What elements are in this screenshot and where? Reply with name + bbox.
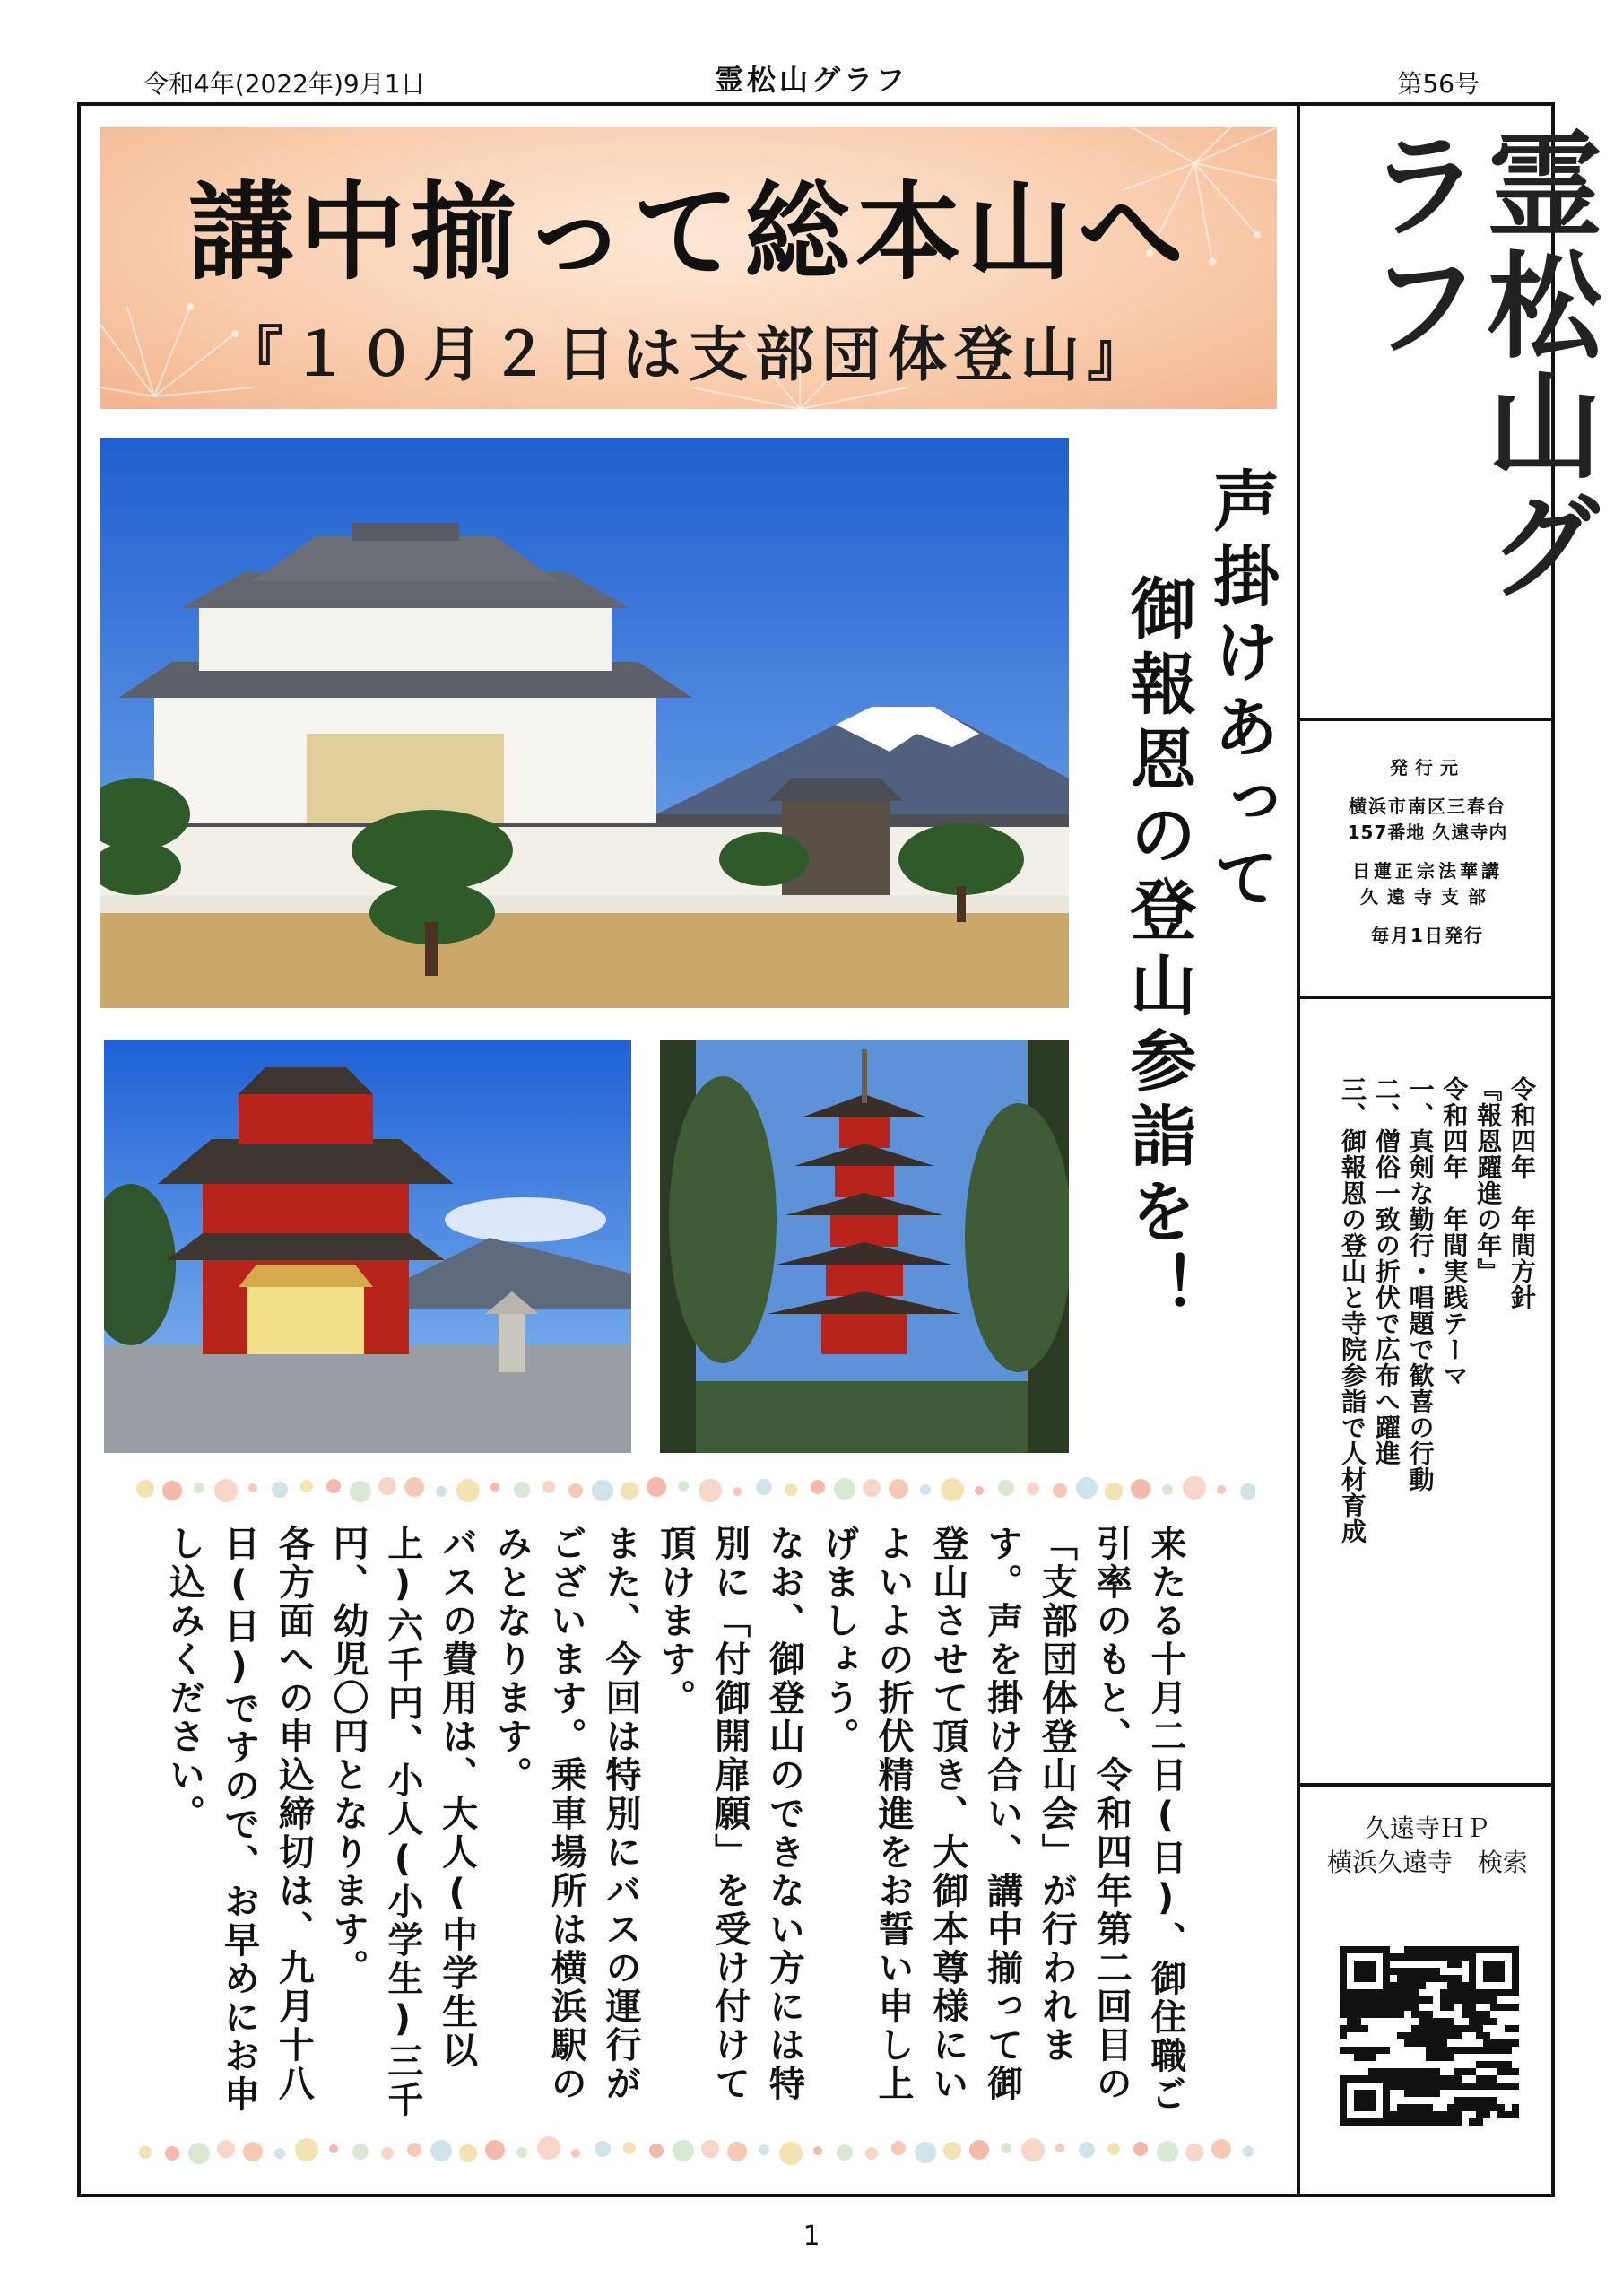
polka-dot [1162, 1484, 1173, 1495]
article-body [135, 1525, 1193, 2126]
polka-dot [756, 1479, 772, 1495]
polka-dot [329, 2144, 338, 2153]
polka-dot [407, 2143, 421, 2157]
polka-dot [943, 2142, 961, 2160]
policy-line: 一、真剣な勤行・唱題で歓喜の行動 [1405, 1076, 1436, 1492]
polka-dot [436, 1486, 447, 1497]
main-headline: 講中揃って総本山へ [187, 170, 1189, 294]
red-gate-photo [104, 1040, 631, 1453]
temple-fuji-photo [100, 438, 1069, 1008]
polka-dot [678, 1481, 689, 1492]
publisher-org-2: 久遠寺支部 [1360, 886, 1495, 908]
polka-dot [779, 2142, 803, 2165]
publisher-info [1300, 755, 1555, 949]
publisher-org-1: 日蓮正宗法華講 [1352, 860, 1503, 882]
polka-dot [1076, 1477, 1098, 1499]
homepage-search[interactable]: 横浜久遠寺 検索 [1326, 1847, 1528, 1877]
polka-dot [542, 1481, 555, 1493]
publisher-address-2: 157番地 久遠寺内 [1347, 822, 1508, 843]
newsletter-title-top: 霊松山グラフ [714, 63, 908, 97]
issue-number: 第56号 [1397, 69, 1480, 99]
polka-dot [699, 1479, 722, 1502]
polka-dot [1053, 1483, 1067, 1498]
issue-date: 令和4年(2022年)9月1日 [143, 69, 426, 99]
polka-dot [1055, 2144, 1064, 2152]
polka-dot [326, 1479, 341, 1493]
polka-dot [969, 2140, 989, 2160]
polka-dot [404, 1477, 424, 1497]
polka-dot [1217, 1485, 1226, 1494]
polka-dot [136, 1480, 154, 1498]
polka-dot [1211, 2139, 1231, 2159]
polka-dot [920, 1484, 931, 1495]
article-paragraph: なお、御登山のできない方には特別に「付御開扉願」を受け付けて頂けます。 [654, 1525, 805, 2103]
polka-dot [214, 1479, 238, 1502]
vertical-headline [1076, 466, 1282, 1453]
headline-banner [100, 127, 1277, 409]
polka-dot [1157, 2141, 1178, 2162]
polka-dot [139, 2146, 152, 2159]
polka-dot [456, 1479, 480, 1502]
polka-dot [811, 1480, 825, 1494]
polka-dot [623, 2142, 636, 2154]
polka-dot [813, 2146, 822, 2155]
sub-headline: 『１０月２日は支部団体登山』 [224, 319, 1153, 389]
article-paragraph: また、今回は特別にバスの運行がございます。乗車場所は横浜駅のみとなります。 [490, 1525, 642, 2103]
homepage-info [1300, 1812, 1555, 1880]
polka-dot [1107, 2143, 1120, 2155]
polka-dot [701, 2140, 719, 2158]
polka-dot [568, 1483, 583, 1498]
sidebar-divider-3 [1297, 1783, 1555, 1787]
publisher-heading: 発行元 [1390, 757, 1465, 778]
polka-dot [733, 1487, 742, 1496]
polka-dot [485, 2140, 505, 2160]
polka-dot [381, 2147, 394, 2160]
polka-dot [194, 1483, 204, 1493]
polka-dot [490, 1483, 499, 1492]
polka-dot [915, 2142, 936, 2163]
yearly-policy [1324, 1076, 1539, 1758]
polka-dot [975, 1486, 984, 1495]
polka-dot [1240, 1483, 1255, 1500]
polka-dot [889, 1479, 908, 1499]
vertical-headline-line2: 御報恩の登山参詣を！ [1119, 574, 1197, 1327]
polka-dot [378, 1477, 396, 1495]
polka-dot [621, 1482, 638, 1500]
pagoda-photo [660, 1040, 1069, 1453]
polka-dot [272, 1482, 288, 1498]
polka-dot [727, 2142, 747, 2161]
polka-dot [863, 1479, 881, 1497]
polka-dot [1001, 2143, 1011, 2153]
polka-dot [248, 1483, 257, 1492]
polka-dot [1185, 2144, 1203, 2161]
page-number: 1 [803, 2221, 820, 2252]
polka-dot [647, 1477, 666, 1497]
polka-dot [649, 2144, 664, 2158]
polka-dot [274, 2148, 285, 2159]
sidebar-divider-2 [1297, 996, 1555, 999]
sidebar-divider-1 [1297, 718, 1555, 721]
polka-dot [514, 1482, 530, 1498]
polka-dot [1133, 2142, 1148, 2156]
polka-dot [834, 1478, 855, 1500]
polka-dot [759, 2144, 769, 2155]
polka-dot [217, 2140, 235, 2158]
polka-dot [1131, 1479, 1150, 1499]
polka-dot [673, 2140, 694, 2161]
polka-dot [165, 2146, 179, 2161]
polka-dot [865, 2147, 878, 2160]
polka-dot-border-bottom [135, 2133, 1255, 2169]
policy-line: 令和四年 年間方針 [1507, 1076, 1537, 1310]
polka-dot [1079, 2142, 1095, 2158]
homepage-label: 久遠寺ＨＰ [1364, 1813, 1490, 1843]
polka-dot [595, 2141, 611, 2157]
polka-dot [1027, 1483, 1039, 1495]
column-divider [1297, 102, 1300, 2197]
polka-dot [1183, 1476, 1206, 1500]
policy-line: 三、御報恩の登山と寺院参詣で人材育成 [1338, 1076, 1368, 1544]
policy-line: 令和四年 年間実践テーマ [1439, 1076, 1470, 1388]
polka-dot [785, 1483, 797, 1496]
masthead-title: 霊松山グラフ [1347, 126, 1602, 606]
polka-dot [352, 2144, 369, 2160]
publisher-address-1: 横浜市南区三春台 [1349, 796, 1506, 817]
polka-dot [162, 1481, 182, 1500]
polka-dot [837, 2144, 853, 2161]
polka-dot [295, 2138, 318, 2161]
article-paragraph: バスの費用は、大人(中学生以上)六千円、小人(小学生)三千円、幼児〇円となります。 [327, 1525, 478, 2119]
article-paragraph: 来たる十月二日(日)、御住職ご引率のもと、令和四年第二回目の「支部団体登山会」が行われます。声を掛け合い、講中揃って御登山させて頂き、大御本尊様にいよいよの折伏精進をお誓い申し上げましょう。 [818, 1525, 1186, 2114]
polka-dot [516, 2147, 527, 2158]
polka-dot [430, 2140, 452, 2161]
polka-dot [243, 2142, 263, 2161]
policy-line: 二、僧俗一致の折伏で広布へ躍進 [1371, 1076, 1402, 1466]
polka-dot [592, 1480, 613, 1501]
polka-dot [350, 1481, 371, 1502]
polka-dot [459, 2144, 477, 2162]
polka-dot [1243, 2146, 1254, 2157]
polka-dot [998, 1480, 1014, 1496]
polka-dot [1021, 2138, 1045, 2161]
polka-dot [300, 1480, 313, 1492]
polka-dot [891, 2141, 906, 2155]
policy-line: 『報恩躍進の年』 [1473, 1076, 1504, 1284]
vertical-headline-line1: 声掛けあって [1202, 466, 1280, 918]
polka-dot [571, 2149, 580, 2158]
article-paragraph: 各方面への申込締切は、九月十八日(日)ですので、お早めにお申し込みください。 [163, 1525, 315, 2114]
polka-dot-border-icon [135, 1471, 1255, 1507]
polka-dot [188, 2143, 210, 2164]
polka-dot [537, 2136, 560, 2160]
qr-code-icon[interactable] [1340, 1946, 1519, 2126]
polka-dot [941, 1478, 964, 1501]
polka-dot [1105, 1483, 1123, 1500]
publication-frequency: 毎月1日発行 [1371, 925, 1484, 946]
